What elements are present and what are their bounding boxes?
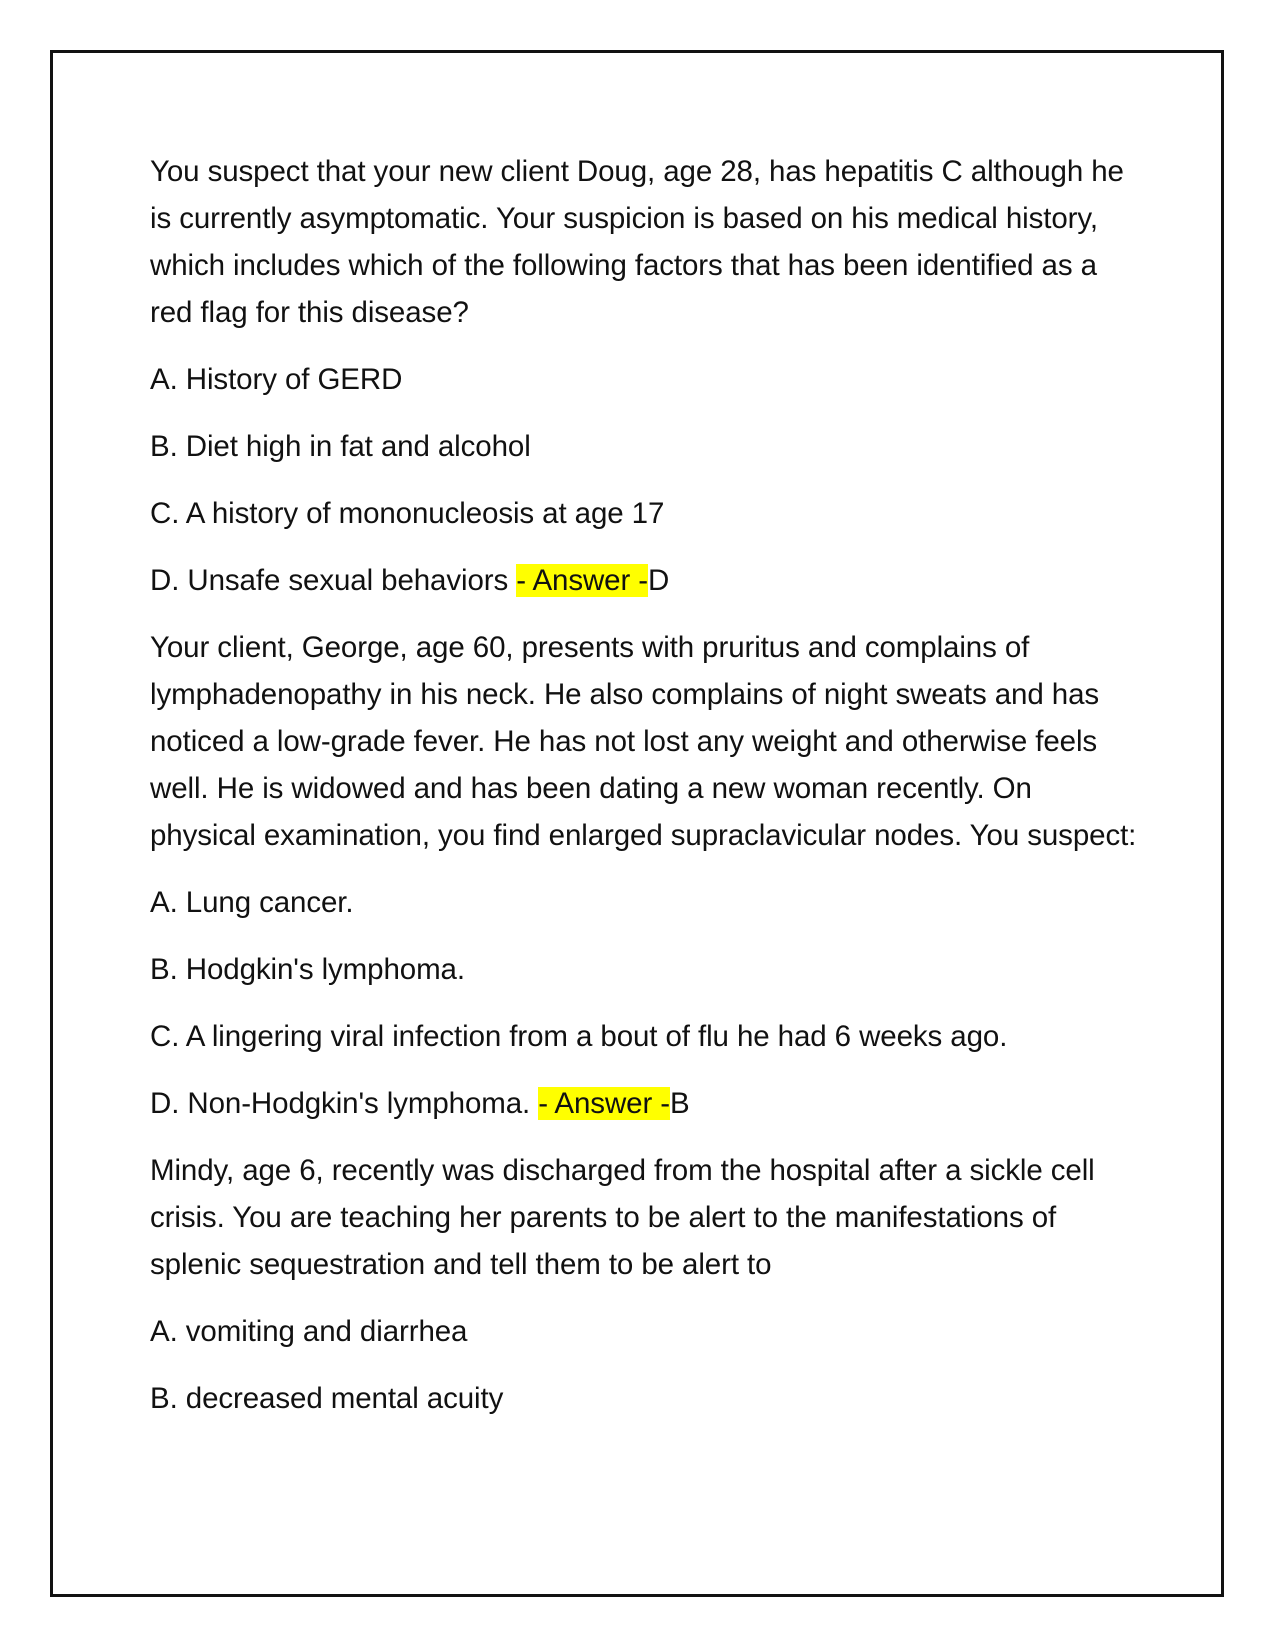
option-d-line bbox=[150, 1080, 1140, 1127]
option-b: B. decreased mental acuity bbox=[150, 1382, 504, 1415]
document-body bbox=[150, 148, 1140, 1442]
option-a: A. vomiting and diarrhea bbox=[150, 1315, 468, 1348]
option-d-line bbox=[150, 557, 1140, 604]
option-d: D. Unsafe sexual behaviors bbox=[150, 564, 517, 597]
option-d: D. Non-Hodgkin's lymphoma. bbox=[150, 1087, 539, 1120]
question-stem: Your client, George, age 60, presents with pruritus and complains of lymphadenopathy in his neck. He also complains of night sweats and has noticed a low-grade fever. He has not lost any weight and otherwise feels well. He is widowed and has been dating a new woman recently. On physical examination, you find enlarged supraclavicular nodes. You suspect: bbox=[150, 631, 1137, 852]
option-b: B. Diet high in fat and alcohol bbox=[150, 430, 531, 463]
option-c: C. A history of mononucleosis at age 17 bbox=[150, 497, 665, 530]
question-stem: Mindy, age 6, recently was discharged from the hospital after a sickle cell crisis. You are teaching her parents to be alert to the manifestations of splenic sequestration and tell them to be alert to bbox=[150, 1154, 1095, 1281]
answer-value: D bbox=[648, 564, 670, 597]
question-stem: You suspect that your new client Doug, age 28, has hepatitis C although he is currently asymptomatic. Your suspicion is based on his medical history, which includes which of the following factors that has been identified as a red flag for this disease? bbox=[150, 155, 1124, 329]
answer-label-highlight: - Answer - bbox=[538, 1087, 670, 1120]
answer-label-highlight: - Answer - bbox=[516, 564, 649, 597]
option-b: B. Hodgkin's lymphoma. bbox=[150, 953, 465, 986]
option-a: A. Lung cancer. bbox=[150, 886, 354, 919]
option-c: C. A lingering viral infection from a bout of flu he had 6 weeks ago. bbox=[150, 1020, 1008, 1053]
option-a: A. History of GERD bbox=[150, 363, 403, 396]
answer-value: B bbox=[670, 1087, 690, 1120]
